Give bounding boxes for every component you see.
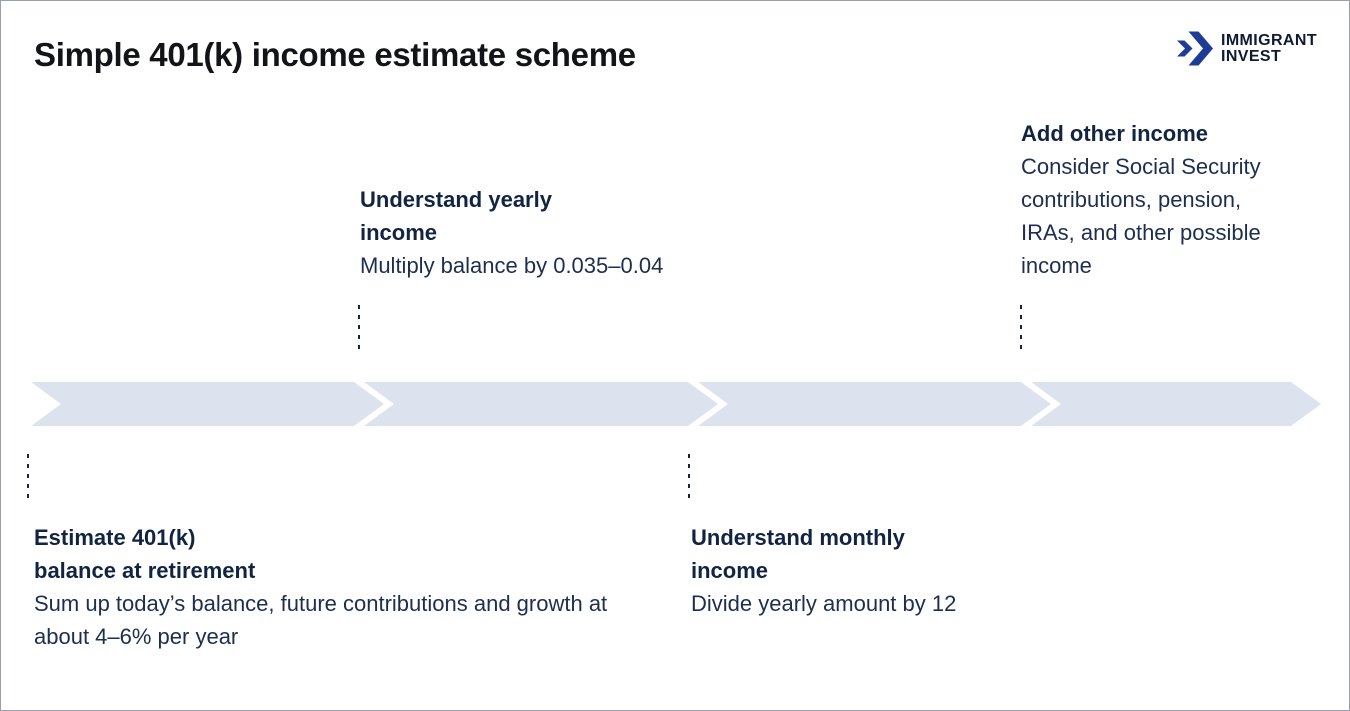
step-description: Sum up today’s balance, future contributions and growth at about 4–6% per year [34,591,608,649]
step-block-add-other-income [1021,117,1297,282]
step-description: Divide yearly amount by 12 [691,591,957,616]
step-title-line: income [360,220,438,245]
arrow-segment-4 [1031,382,1321,426]
step-description: Consider Social Security contributions, pension, IRAs, and other possible income [1021,154,1261,278]
step-title-line: Add other income [1021,121,1209,146]
step-title-line: Understand yearly [360,187,552,212]
logo-wordmark-line2: INVEST [1220,47,1282,65]
logo-wordmark-line1: IMMIGRANT [1220,31,1317,49]
double-chevron-right-icon [1177,31,1213,66]
arrow-segment-2 [364,382,718,426]
step-title-line: Estimate 401(k) [34,525,196,550]
arrow-segment-1 [31,382,384,426]
step-block-estimate-401k-balance [34,521,614,653]
step-description: Multiply balance by 0.035–0.04 [360,253,664,278]
dashed-connector-step4 [1020,305,1022,355]
step-title-line: balance at retirement [34,558,256,583]
step-title-line: Understand monthly [691,525,905,550]
dashed-connector-step3 [688,454,690,504]
step-block-understand-yearly-income [360,183,750,282]
logo-wordmark [1221,33,1317,65]
arrow-segment-3 [698,382,1051,426]
immigrant-invest-logo [1177,31,1317,66]
step-block-understand-monthly-income [691,521,1031,620]
dashed-connector-step1 [27,454,29,504]
dashed-connector-step2 [358,305,360,355]
step-title-line: income [691,558,769,583]
page-title: Simple 401(k) income estimate scheme [34,36,636,73]
